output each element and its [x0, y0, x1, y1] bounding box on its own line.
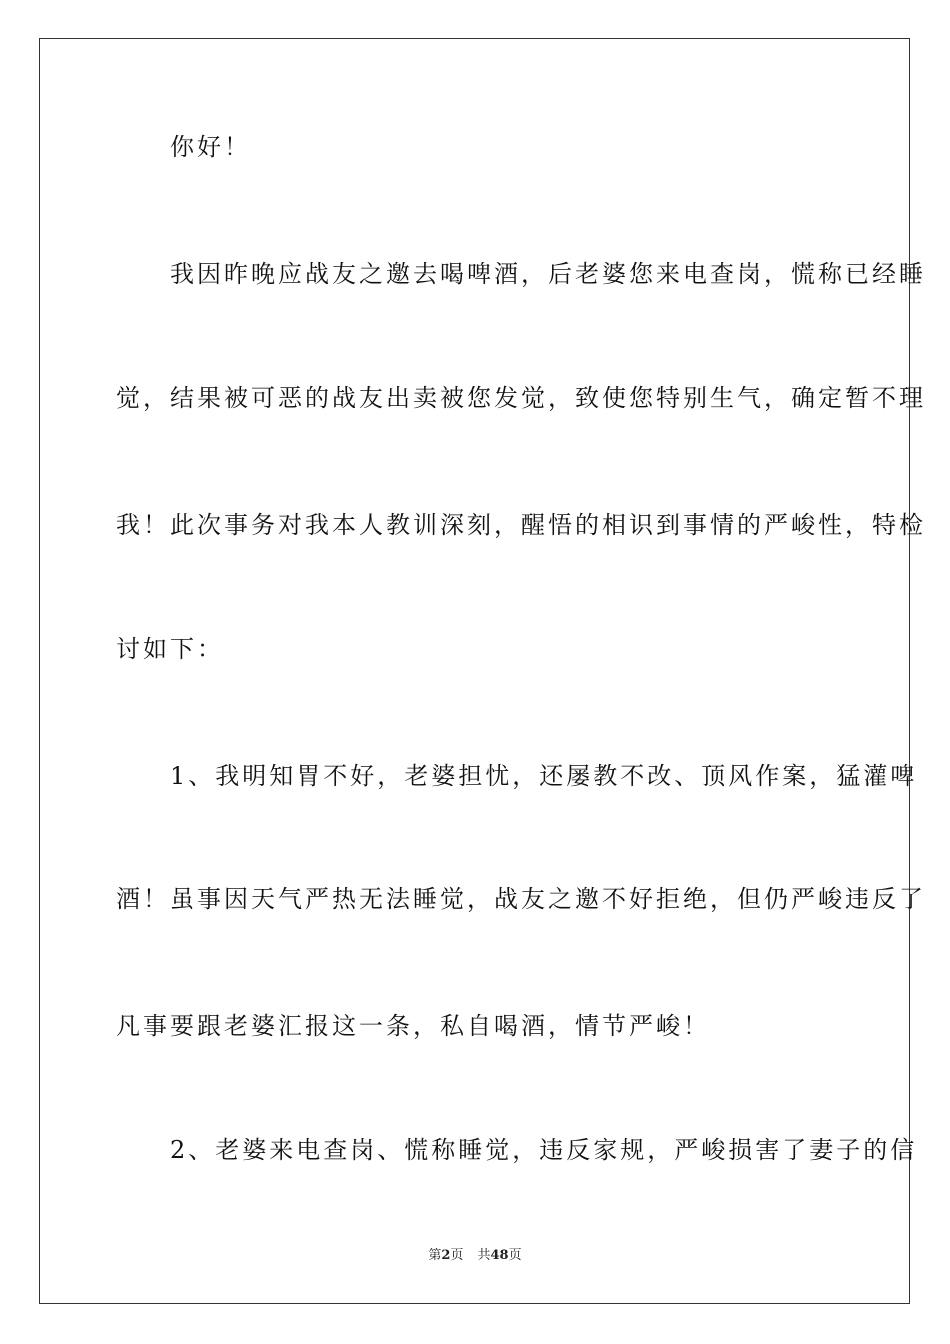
text-line: 我因昨晚应战友之邀去喝啤酒，后老婆您来电查岗，慌称已经睡 [116, 260, 926, 288]
text-line: 你好！ [116, 133, 251, 161]
text-line: 我！此次事务对我本人教训深刻，醒悟的相识到事情的严峻性，特检 [116, 511, 926, 539]
text-line: 2、老婆来电查岗、慌称睡觉，违反家规，严峻损害了妻子的信 [116, 1136, 918, 1164]
text-line: 觉，结果被可恶的战友出卖被您发觉，致使您特别生气，确定暂不理 [116, 384, 926, 412]
text-line: 酒！虽事因天气严热无法睡觉，战友之邀不好拒绝，但仍严峻违反了 [116, 885, 926, 913]
footer-total-pages: 48 [490, 1248, 509, 1263]
footer-page-number: 2 [441, 1248, 451, 1263]
text-line: 凡事要跟老婆汇报这一条，私自喝酒，情节严峻！ [116, 1012, 710, 1040]
footer-total-suffix: 页 [508, 1248, 522, 1263]
text-line: 讨如下： [116, 635, 224, 663]
page-footer [0, 1248, 950, 1264]
footer-page-suffix: 页 [450, 1248, 464, 1263]
footer-page-prefix: 第 [428, 1248, 442, 1263]
footer-total-prefix: 共 [477, 1248, 491, 1263]
page-border [39, 38, 926, 1304]
text-line: 1、我明知胃不好，老婆担忧，还屡教不改、顶风作案，猛灌啤 [116, 762, 918, 790]
